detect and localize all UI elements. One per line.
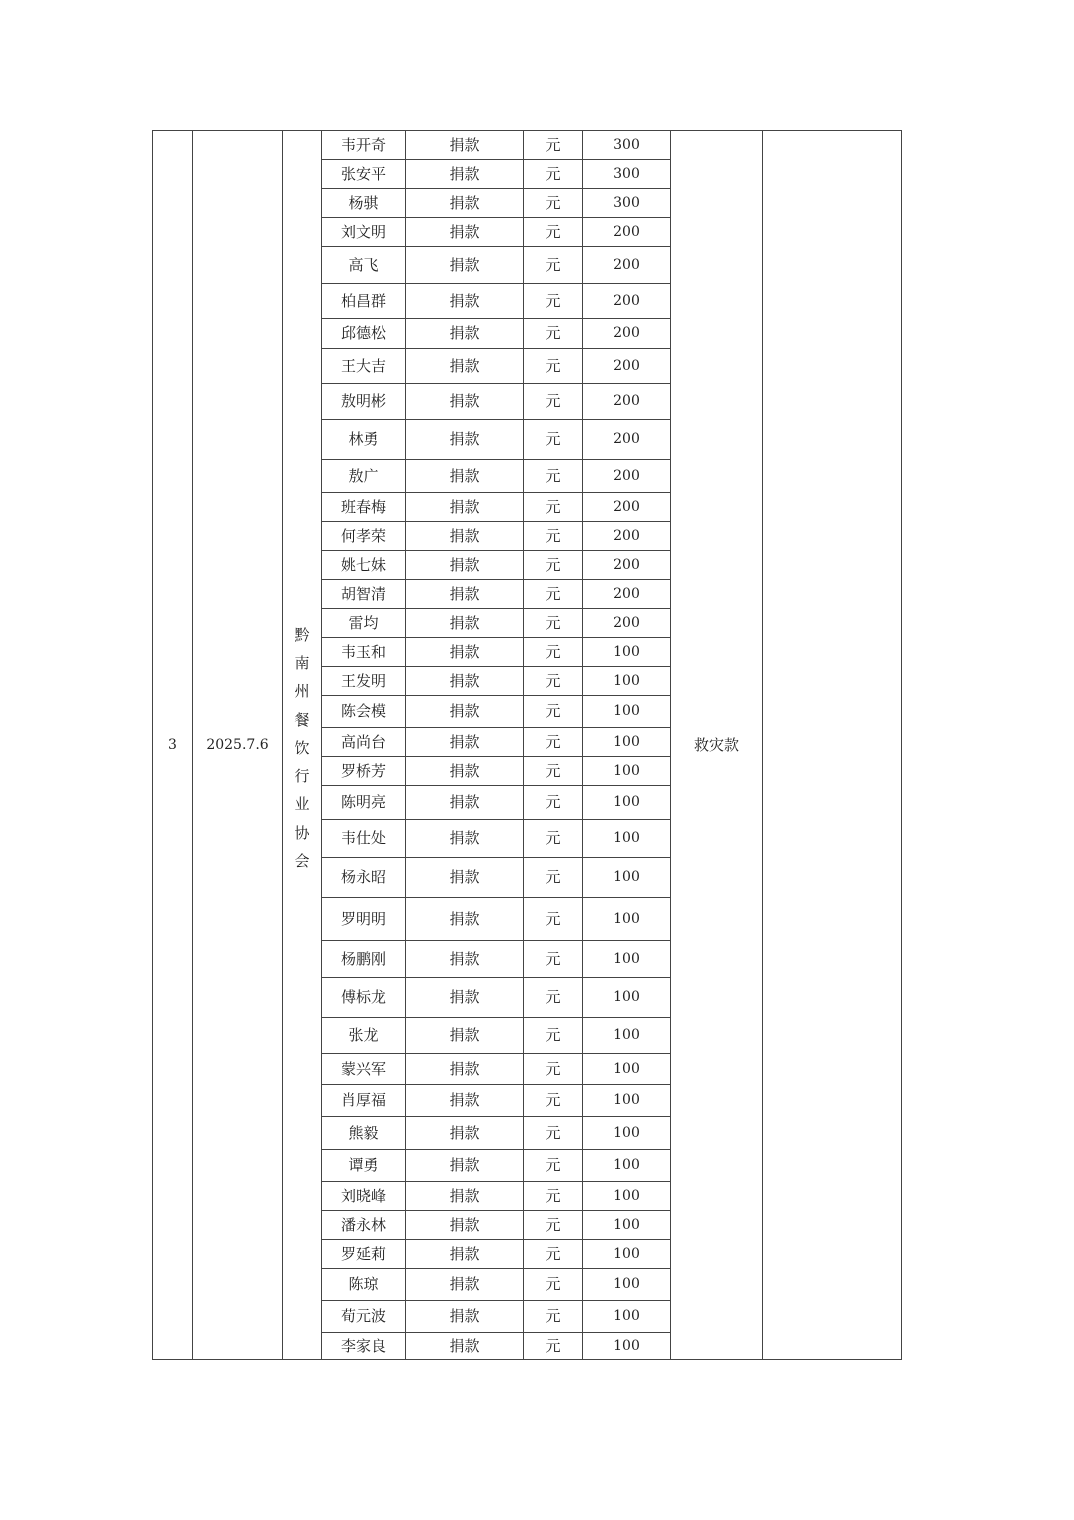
donation-unit: 元 [524,696,583,728]
donor-name: 何孝荣 [322,522,406,551]
donation-unit: 元 [524,1333,583,1360]
donation-unit: 元 [524,460,583,493]
donation-amount: 100 [583,1301,671,1333]
donor-name: 敖明彬 [322,384,406,420]
donor-name: 肖厚福 [322,1085,406,1117]
donation-type: 捐款 [406,420,524,460]
donation-amount: 100 [583,858,671,898]
donor-name: 张龙 [322,1018,406,1054]
donation-amount: 300 [583,160,671,189]
donation-type: 捐款 [406,1150,524,1182]
donation-amount: 200 [583,218,671,247]
donor-name: 韦开奇 [322,131,406,160]
donation-amount: 100 [583,978,671,1018]
donation-amount: 200 [583,319,671,349]
donation-type: 捐款 [406,728,524,757]
donation-amount: 200 [583,460,671,493]
table-row [153,131,902,160]
donation-type: 捐款 [406,1085,524,1117]
donation-unit: 元 [524,131,583,160]
donation-type: 捐款 [406,609,524,638]
donation-unit: 元 [524,667,583,696]
donation-type: 捐款 [406,189,524,218]
record-remark [763,131,902,1360]
donation-unit: 元 [524,941,583,978]
donation-amount: 200 [583,384,671,420]
donation-type: 捐款 [406,1301,524,1333]
donation-type: 捐款 [406,978,524,1018]
donor-name: 敖广 [322,460,406,493]
donation-amount: 100 [583,638,671,667]
donor-name: 柏昌群 [322,284,406,319]
donor-name: 罗延莉 [322,1240,406,1269]
donation-unit: 元 [524,493,583,522]
donation-amount: 100 [583,898,671,941]
donation-type: 捐款 [406,820,524,858]
donation-type: 捐款 [406,319,524,349]
donor-name: 姚七妹 [322,551,406,580]
donation-amount: 100 [583,820,671,858]
record-purpose: 救灾款 [671,131,763,1360]
donation-unit: 元 [524,638,583,667]
donor-name: 林勇 [322,420,406,460]
donation-table [152,130,902,1360]
donor-name: 杨骐 [322,189,406,218]
donor-name: 高尚台 [322,728,406,757]
donation-amount: 200 [583,247,671,284]
donation-amount: 100 [583,1018,671,1054]
donation-type: 捐款 [406,1333,524,1360]
donor-name: 杨永昭 [322,858,406,898]
donation-type: 捐款 [406,580,524,609]
donation-unit: 元 [524,1085,583,1117]
donation-amount: 100 [583,1150,671,1182]
donation-amount: 200 [583,609,671,638]
donation-unit: 元 [524,978,583,1018]
donation-amount: 100 [583,1117,671,1150]
donor-name: 蒙兴军 [322,1054,406,1085]
donor-name: 谭勇 [322,1150,406,1182]
donation-type: 捐款 [406,757,524,786]
donation-type: 捐款 [406,384,524,420]
donor-name: 罗桥芳 [322,757,406,786]
donor-name: 邱德松 [322,319,406,349]
donation-amount: 300 [583,189,671,218]
donation-amount: 100 [583,667,671,696]
donation-amount: 100 [583,941,671,978]
donor-name: 陈明亮 [322,786,406,820]
donor-name: 王发明 [322,667,406,696]
donor-name: 胡智清 [322,580,406,609]
donation-unit: 元 [524,218,583,247]
donation-unit: 元 [524,189,583,218]
donation-type: 捐款 [406,1054,524,1085]
donation-unit: 元 [524,1054,583,1085]
donation-unit: 元 [524,1018,583,1054]
donation-amount: 200 [583,349,671,384]
donation-type: 捐款 [406,131,524,160]
organization-label: 黔南州餐饮行业协会 [294,626,310,870]
donation-amount: 100 [583,728,671,757]
donor-name: 王大吉 [322,349,406,384]
donation-unit: 元 [524,384,583,420]
donation-unit: 元 [524,420,583,460]
donor-name: 高飞 [322,247,406,284]
donor-name: 雷均 [322,609,406,638]
donor-name: 荀元波 [322,1301,406,1333]
donor-name: 韦仕处 [322,820,406,858]
donor-name: 陈会模 [322,696,406,728]
donation-type: 捐款 [406,284,524,319]
donation-unit: 元 [524,1301,583,1333]
donation-amount: 200 [583,522,671,551]
donation-amount: 300 [583,131,671,160]
donation-type: 捐款 [406,786,524,820]
donation-unit: 元 [524,1211,583,1240]
donation-amount: 100 [583,786,671,820]
donor-name: 班春梅 [322,493,406,522]
donation-type: 捐款 [406,1182,524,1211]
donation-type: 捐款 [406,1117,524,1150]
donation-type: 捐款 [406,551,524,580]
donation-amount: 100 [583,1182,671,1211]
donor-name: 陈琼 [322,1269,406,1301]
donation-unit: 元 [524,728,583,757]
donation-amount: 200 [583,284,671,319]
donation-type: 捐款 [406,522,524,551]
donor-name: 熊毅 [322,1117,406,1150]
donation-unit: 元 [524,1117,583,1150]
donation-type: 捐款 [406,218,524,247]
donation-amount: 100 [583,1333,671,1360]
donation-unit: 元 [524,786,583,820]
donation-unit: 元 [524,820,583,858]
donation-unit: 元 [524,284,583,319]
donation-unit: 元 [524,609,583,638]
donation-amount: 200 [583,493,671,522]
donation-unit: 元 [524,247,583,284]
donation-unit: 元 [524,580,583,609]
donation-type: 捐款 [406,160,524,189]
record-index: 3 [153,131,193,1360]
donor-name: 刘文明 [322,218,406,247]
donation-type: 捐款 [406,349,524,384]
donation-type: 捐款 [406,1018,524,1054]
donation-unit: 元 [524,757,583,786]
donation-type: 捐款 [406,941,524,978]
donation-type: 捐款 [406,247,524,284]
donation-amount: 100 [583,696,671,728]
donor-name: 韦玉和 [322,638,406,667]
donation-table-body [153,131,902,1360]
donation-unit: 元 [524,160,583,189]
donation-amount: 100 [583,1211,671,1240]
donation-unit: 元 [524,858,583,898]
donation-amount: 200 [583,551,671,580]
donation-type: 捐款 [406,460,524,493]
donation-type: 捐款 [406,493,524,522]
donation-unit: 元 [524,319,583,349]
donation-type: 捐款 [406,696,524,728]
donation-type: 捐款 [406,898,524,941]
donor-name: 李家良 [322,1333,406,1360]
donation-amount: 100 [583,1054,671,1085]
donor-name: 傅标龙 [322,978,406,1018]
record-organization [283,131,322,1360]
donor-name: 刘晓峰 [322,1182,406,1211]
donation-amount: 100 [583,757,671,786]
donor-name: 潘永林 [322,1211,406,1240]
donor-name: 杨鹏刚 [322,941,406,978]
donation-unit: 元 [524,1269,583,1301]
donation-unit: 元 [524,1240,583,1269]
record-date: 2025.7.6 [193,131,283,1360]
donation-unit: 元 [524,551,583,580]
donation-type: 捐款 [406,1211,524,1240]
donor-name: 罗明明 [322,898,406,941]
donation-unit: 元 [524,1150,583,1182]
donation-amount: 100 [583,1269,671,1301]
donation-type: 捐款 [406,1269,524,1301]
donation-type: 捐款 [406,667,524,696]
donation-type: 捐款 [406,1240,524,1269]
donation-type: 捐款 [406,638,524,667]
donor-name: 张安平 [322,160,406,189]
donation-amount: 200 [583,420,671,460]
donation-type: 捐款 [406,858,524,898]
donation-amount: 100 [583,1240,671,1269]
donation-unit: 元 [524,522,583,551]
donation-unit: 元 [524,1182,583,1211]
donation-amount: 100 [583,1085,671,1117]
donation-amount: 200 [583,580,671,609]
donation-unit: 元 [524,349,583,384]
donation-unit: 元 [524,898,583,941]
